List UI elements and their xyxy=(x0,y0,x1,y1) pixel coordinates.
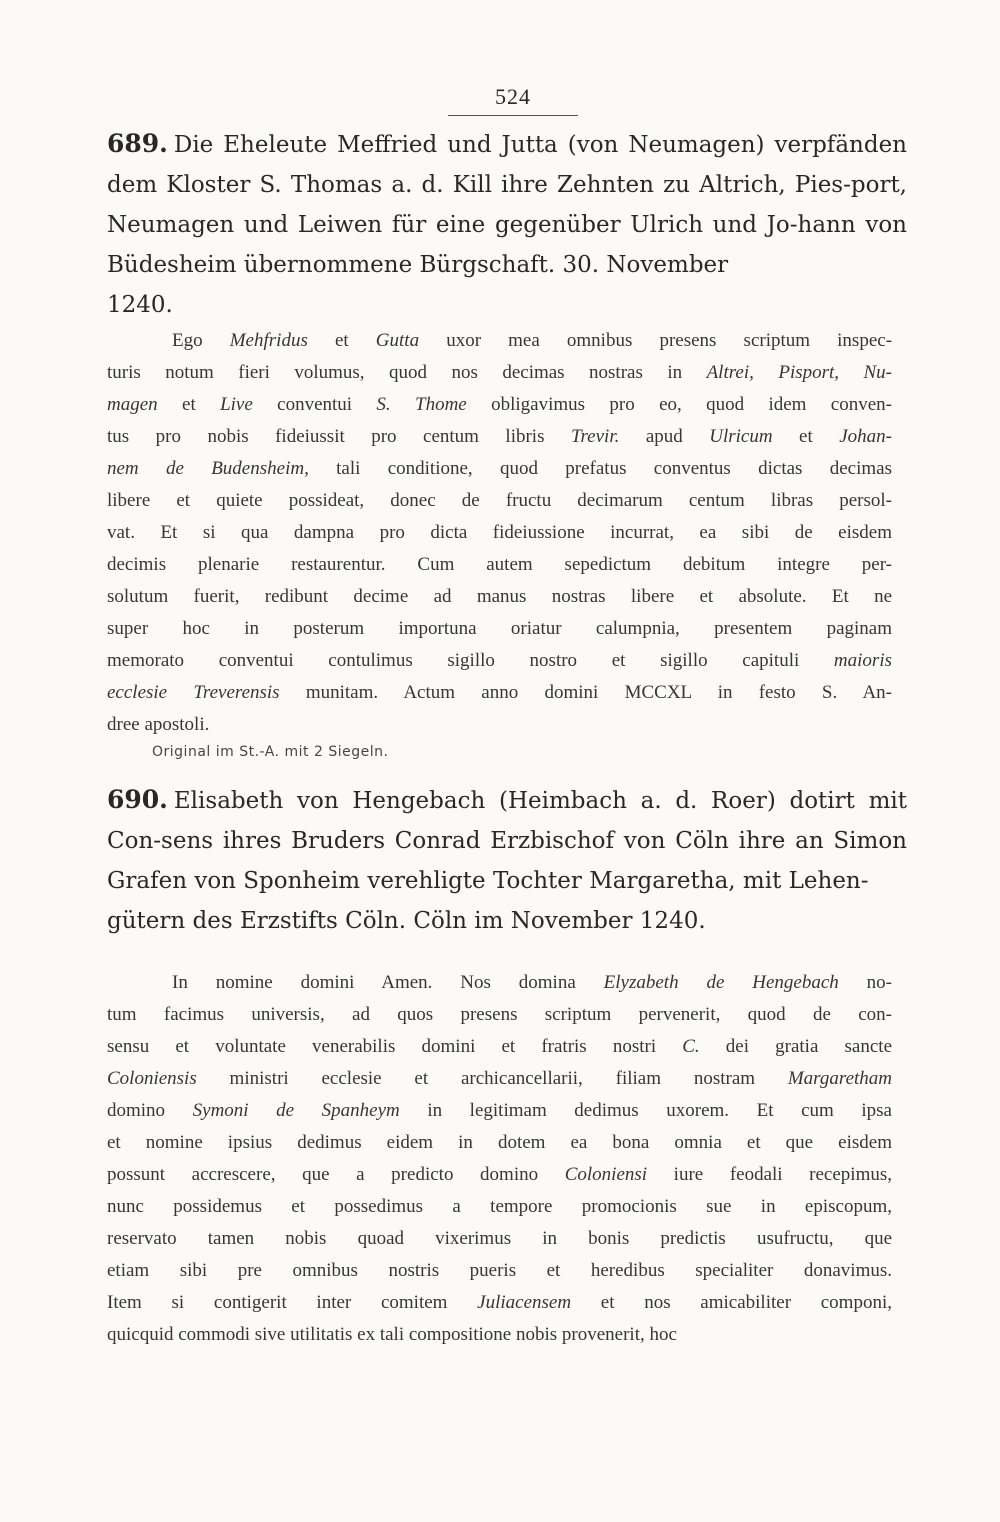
italic-name: Ulricum xyxy=(709,426,773,447)
text-segment: ministri ecclesie et archicancellarii, filiam nostram xyxy=(196,1068,788,1089)
text-line xyxy=(107,517,892,549)
text-segment: vat. Et si qua dampna pro dicta fideiussione incurrat, ea sibi de eisdem xyxy=(107,522,892,543)
text-line xyxy=(107,357,892,389)
text-line xyxy=(107,1159,892,1191)
text-segment: decimis plenarie restaurentur. Cum autem sepedictum debitum integre per- xyxy=(107,554,892,575)
text-line xyxy=(107,389,892,421)
italic-name: S. Thome xyxy=(376,394,467,415)
text-line xyxy=(107,709,892,741)
document-690-heading-text: Elisabeth von Hengebach (Heimbach a. d. Roer) dotirt mit Con-sens ihres Bruders Conrad Erzbischof von Cöln ihre an Simon Grafen von Sponheim verehligte Tochter Margaretha, mit Lehen- xyxy=(107,788,907,894)
text-segment: super hoc in posterum importuna oriatur calumpnia, presentem paginam xyxy=(107,618,892,639)
text-segment: sensu et voluntate venerabilis domini et fratris nostri xyxy=(107,1036,683,1057)
text-segment: libere et quiete possideat, donec de fructu decimarum centum libras persol- xyxy=(107,490,892,511)
text-line xyxy=(107,1031,892,1063)
italic-name: maioris xyxy=(833,650,892,671)
document-690-text xyxy=(107,967,892,1351)
document-689-heading xyxy=(107,124,907,325)
document-690-number: 690. xyxy=(107,785,168,814)
italic-name: Coloniensi xyxy=(564,1164,648,1185)
text-segment: dei gratia sancte xyxy=(699,1036,892,1057)
text-line xyxy=(107,967,892,999)
text-line xyxy=(107,1287,892,1319)
text-segment: et nomine ipsius dedimus eidem in dotem ea bona omnia et que eisdem xyxy=(107,1132,892,1153)
text-segment: etiam sibi pre omnibus nostris pueris et heredibus specialiter donavimus. xyxy=(107,1260,892,1281)
text-segment: possunt accrescere, que a predicto domino xyxy=(107,1164,565,1185)
text-line xyxy=(107,613,892,645)
text-segment: Item si contigerit inter comitem xyxy=(107,1292,478,1313)
text-segment: in legitimam dedimus uxorem. Et cum ipsa xyxy=(399,1100,892,1121)
text-segment: et xyxy=(157,394,221,415)
text-segment: memorato conventui contulimus sigillo nostro et sigillo capituli xyxy=(107,650,834,671)
italic-name: Symoni de Spanheym xyxy=(192,1100,400,1121)
text-line xyxy=(107,1191,892,1223)
text-line xyxy=(107,677,892,709)
text-line xyxy=(107,1127,892,1159)
page-number-rule xyxy=(448,115,578,116)
italic-name: C. xyxy=(682,1036,700,1057)
text-line xyxy=(107,645,892,677)
text-segment: no- xyxy=(838,972,892,993)
text-segment: munitam. Actum anno domini MCCXL in festo S. An- xyxy=(279,682,892,703)
text-line xyxy=(107,581,892,613)
text-segment: tali conditione, quod prefatus conventus dictas decimas xyxy=(308,458,892,479)
italic-name: magen xyxy=(107,394,158,415)
text-segment: uxor mea omnibus presens scriptum inspec- xyxy=(419,330,893,351)
text-line xyxy=(107,1095,892,1127)
italic-name: Coloniensis xyxy=(107,1068,197,1089)
text-segment: quicquid commodi sive utilitatis ex tali compositione nobis provenerit, hoc xyxy=(107,1324,677,1345)
text-line xyxy=(107,1319,892,1351)
text-segment: reservato tamen nobis quoad vixerimus in bonis predictis usufructu, que xyxy=(107,1228,892,1249)
italic-name: Altrei, Pisport, Nu- xyxy=(706,362,892,383)
document-689-heading-year: 1240. xyxy=(107,292,173,318)
text-segment: solutum fuerit, redibunt decime ad manus nostras libere et absolute. Et ne xyxy=(107,586,892,607)
text-segment: obligavimus pro eo, quod idem conven- xyxy=(466,394,892,415)
text-line xyxy=(107,421,892,453)
text-line xyxy=(107,325,892,357)
italic-name: Juliacensem xyxy=(477,1292,572,1313)
italic-name: Margaretham xyxy=(787,1068,892,1089)
text-line xyxy=(107,1223,892,1255)
text-segment: Ego xyxy=(172,330,230,351)
italic-name: Elyzabeth de Hengebach xyxy=(603,972,839,993)
text-segment: iure feodali recepimus, xyxy=(647,1164,892,1185)
document-689-heading-text: Die Eheleute Meffried und Jutta (von Neumagen) verpfänden dem Kloster S. Thomas a. d. Kill ihre Zehnten zu Altrich, Pies-port, Neumagen und Leiwen für eine gegenüber Ulrich und Jo-hann von Büdesheim übernommene Bürgschaft. 30. November xyxy=(107,132,907,278)
text-segment: nunc possidemus et possedimus a tempore promocionis sue in episcopum, xyxy=(107,1196,892,1217)
text-segment: tus pro nobis fideiussit pro centum libris xyxy=(107,426,571,447)
text-segment: et xyxy=(772,426,840,447)
document-689-number: 689. xyxy=(107,129,168,158)
italic-name: Johan- xyxy=(839,426,893,447)
text-line xyxy=(107,549,892,581)
text-segment: domino xyxy=(107,1100,193,1121)
document-689-text xyxy=(107,325,892,741)
italic-name: Live xyxy=(220,394,253,415)
text-line xyxy=(107,999,892,1031)
italic-name: Mehfridus xyxy=(229,330,308,351)
text-line xyxy=(107,1255,892,1287)
italic-name: Gutta xyxy=(375,330,420,351)
text-segment: et nos amicabiliter componi, xyxy=(571,1292,892,1313)
italic-name: ecclesie Treverensis xyxy=(107,682,280,703)
document-690-heading xyxy=(107,780,907,941)
text-segment: et xyxy=(307,330,376,351)
document-690-heading-last-line: gütern des Erzstifts Cöln. Cöln im November 1240. xyxy=(107,908,706,934)
italic-name: nem de Budensheim, xyxy=(107,458,309,479)
text-segment: dree apostoli. xyxy=(107,714,210,735)
text-line xyxy=(107,1063,892,1095)
text-line xyxy=(107,453,892,485)
text-segment: tum facimus universis, ad quos presens scriptum pervenerit, quod de con- xyxy=(107,1004,892,1025)
text-segment: conventui xyxy=(252,394,377,415)
text-segment: apud xyxy=(619,426,710,447)
italic-name: Trevir. xyxy=(570,426,620,447)
text-segment: In nomine domini Amen. Nos domina xyxy=(172,972,604,993)
text-line xyxy=(107,485,892,517)
text-segment: turis notum fieri volumus, quod nos decimas nostras in xyxy=(107,362,707,383)
page-number: 524 xyxy=(495,84,531,109)
source-note: Original im St.-A. mit 2 Siegeln. xyxy=(152,744,389,760)
